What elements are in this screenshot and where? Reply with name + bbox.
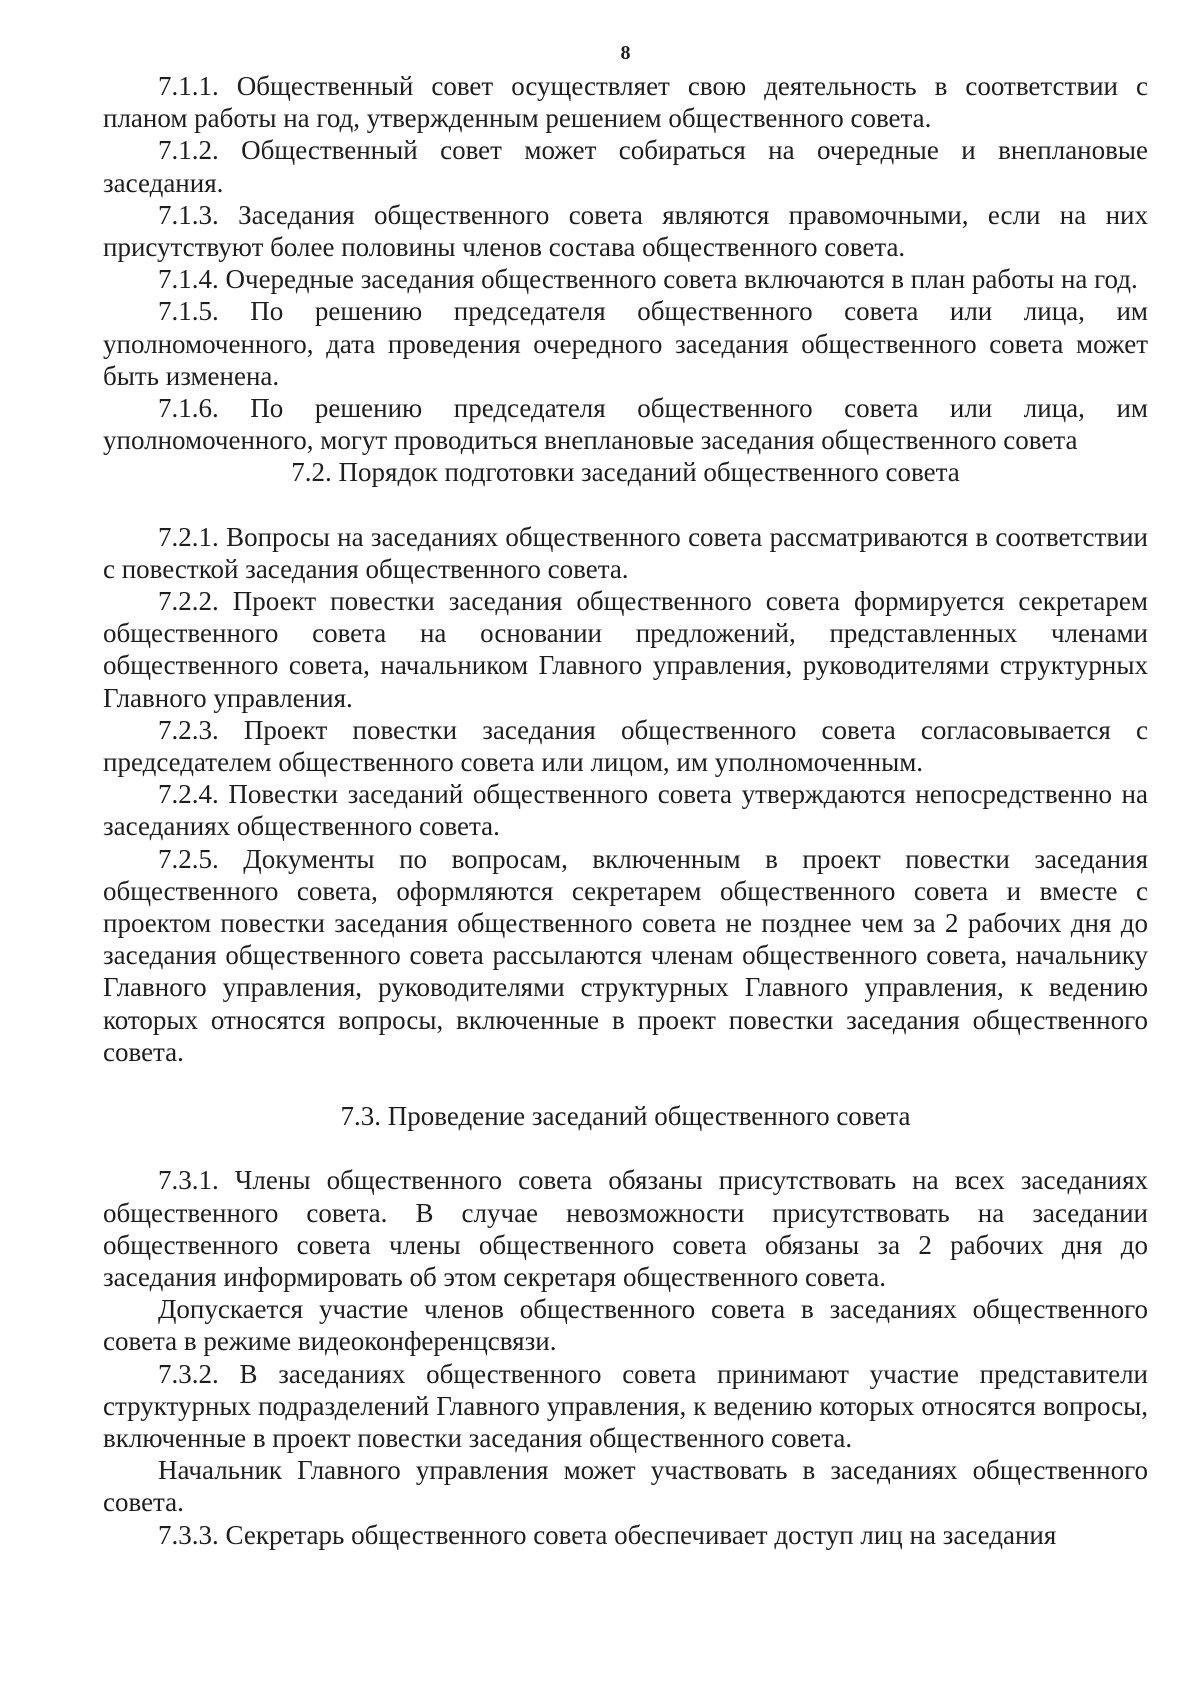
paragraph-7-3-2-continuation: Начальник Главного управления может участвовать в заседаниях общественного совета. [103, 1455, 1148, 1518]
paragraph-7-1-1: 7.1.1. Общественный совет осуществляет свою деятельность в соответствии с планом работы на год, утвержденным решением общественного совета. [103, 71, 1148, 134]
paragraph-7-3-3: 7.3.3. Секретарь общественного совета обеспечивает доступ лиц на заседания [158, 1519, 1057, 1550]
page-number: 8 [620, 42, 631, 64]
paragraph-7-1-2: 7.1.2. Общественный совет может собираться на очередные и внеплановые заседания. [103, 135, 1148, 198]
paragraph-7-1-5: 7.1.5. По решению председателя общественного совета или лица, им уполномоченного, дата проведения очередного заседания общественного совета может быть изменена. [103, 296, 1148, 391]
section-heading-7-3: 7.3. Проведение заседаний общественного совета [340, 1101, 911, 1132]
paragraph-7-2-1: 7.2.1. Вопросы на заседаниях общественного совета рассматриваются в соответствии с повесткой заседания общественного совета. [103, 521, 1148, 584]
paragraph-7-3-1: 7.3.1. Члены общественного совета обязаны присутствовать на всех заседаниях общественного совета. В случае невозможности присутствовать на заседании общественного совета члены общественного совета обязаны за 2 рабочих дня до заседания информировать об этом секретаря общественного совета. [103, 1165, 1148, 1292]
paragraph-7-1-4: 7.1.4. Очередные заседания общественного совета включаются в план работы на год. [158, 264, 1138, 295]
section-heading-7-2: 7.2. Порядок подготовки заседаний общественного совета [291, 457, 960, 488]
paragraph-7-1-3: 7.1.3. Заседания общественного совета являются правомочными, если на них присутствуют более половины членов состава общественного совета. [103, 199, 1148, 263]
paragraph-7-2-4: 7.2.4. Повестки заседаний общественного совета утверждаются непосредственно на заседаниях общественного совета. [103, 779, 1148, 842]
paragraph-7-2-3: 7.2.3. Проект повестки заседания общественного совета согласовывается с председателем общественного совета или лицом, им уполномоченным. [103, 714, 1148, 778]
paragraph-7-2-5: 7.2.5. Документы по вопросам, включенным в проект повестки заседания общественного совета, оформляются секретарем общественного совета и вместе с проектом повестки заседания общественного совета не позднее чем за 2 рабочих дня до заседания общественного совета рассылаются членам общественного совета, начальнику Главного управления, руководителями структурных Главного управления, к ведению которых относятся вопросы, включенные в проект повестки заседания общественного совета. [103, 843, 1148, 1067]
paragraph-7-1-6: 7.1.6. По решению председателя общественного совета или лица, им уполномоченного, могут проводиться внеплановые заседания общественного совета [103, 393, 1148, 456]
paragraph-7-3-2: 7.3.2. В заседаниях общественного совета принимают участие представители структурных подразделений Главного управления, к ведению которых относятся вопросы, включенные в проект повестки заседания общественного совета. [103, 1358, 1148, 1453]
paragraph-7-3-1-continuation: Допускается участие членов общественного совета в заседаниях общественного совета в режиме видеоконференцсвязи. [103, 1294, 1148, 1357]
paragraph-7-2-2: 7.2.2. Проект повестки заседания общественного совета формируется секретарем общественного совета на основании предложений, представленных членами общественного совета, начальником Главного управления, руководителями структурных Главного управления. [103, 586, 1148, 713]
